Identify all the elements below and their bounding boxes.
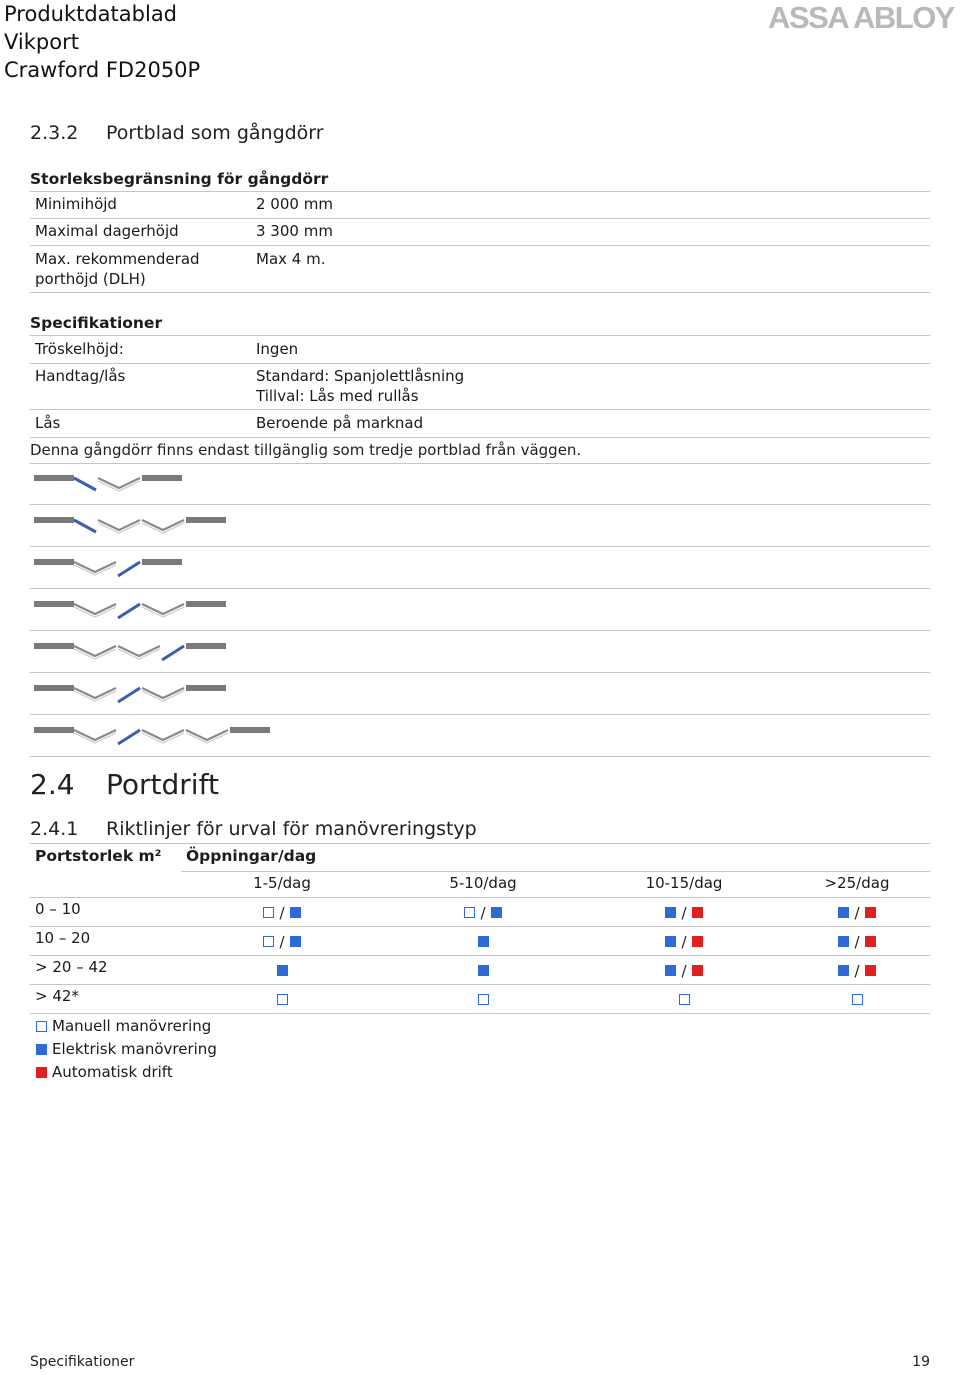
electric-square-icon <box>290 936 301 947</box>
divider <box>30 630 930 631</box>
folding-panel-shadow <box>142 733 184 743</box>
manual-square-icon <box>263 907 274 918</box>
slash-separator: / <box>681 903 687 922</box>
wall-panel-icon <box>186 517 226 523</box>
col-header-frequency: 1-5/dag <box>253 874 311 892</box>
row-label: Max. rekommenderad porthöjd (DLH) <box>35 250 200 288</box>
specs-note: Denna gångdörr finns endast tillgänglig som tredje portblad från väggen. <box>30 441 582 459</box>
row-size-label: 10 – 20 <box>35 929 91 947</box>
electric-square-icon <box>478 965 489 976</box>
wall-panel-icon <box>142 475 182 481</box>
door-config-diagram <box>34 598 334 624</box>
slash-separator: / <box>681 961 687 980</box>
slash-separator: / <box>854 961 860 980</box>
operation-type-cell <box>797 960 917 980</box>
operation-type-cell <box>222 902 342 922</box>
row-label: Tröskelhöjd: <box>35 340 124 358</box>
operation-type-cell <box>222 960 342 979</box>
header-product-family: Vikport <box>4 30 79 54</box>
row-label: Minimihöjd <box>35 195 117 213</box>
operation-type-cell <box>624 902 744 922</box>
folding-panel-shadow <box>118 649 160 659</box>
row-size-label: > 20 – 42 <box>35 958 108 976</box>
wall-panel-icon <box>186 643 226 649</box>
legend-item-automatic <box>36 1063 173 1081</box>
operation-type-cell <box>797 931 917 951</box>
automatic-square-icon <box>865 907 876 918</box>
size-limits-heading: Storleksbegränsning för gångdörr <box>30 170 329 188</box>
slash-separator: / <box>279 932 285 951</box>
section-number: 2.3.2 <box>30 122 79 144</box>
slash-separator: / <box>681 932 687 951</box>
manual-square-icon <box>277 994 288 1005</box>
divider <box>30 335 930 336</box>
door-leaf-icon <box>162 646 184 660</box>
operation-type-cell <box>624 931 744 951</box>
row-value: Max 4 m. <box>256 250 326 268</box>
manual-square-icon <box>478 994 489 1005</box>
folding-panel-shadow <box>74 733 116 743</box>
electric-square-icon <box>478 936 489 947</box>
wall-panel-icon <box>34 685 74 691</box>
wall-panel-icon <box>34 559 74 565</box>
door-leaf-icon <box>74 478 96 490</box>
operation-type-cell <box>222 931 342 951</box>
row-size-label: > 42* <box>35 987 79 1005</box>
electric-square-icon <box>838 936 849 947</box>
wall-panel-icon <box>186 601 226 607</box>
divider <box>30 897 930 898</box>
automatic-square-icon <box>692 936 703 947</box>
door-config-diagram <box>34 682 334 708</box>
legend-item-manual <box>36 1017 211 1035</box>
divider <box>30 588 930 589</box>
size-row-max-door-height <box>30 249 930 293</box>
footer-page-number: 19 <box>912 1354 930 1370</box>
door-leaf-icon <box>118 730 140 744</box>
door-leaf-icon <box>118 562 140 576</box>
door-config-diagram <box>34 724 334 750</box>
automatic-square-icon <box>692 965 703 976</box>
operation-type-cell <box>624 989 744 1008</box>
section-heading-2-4-1 <box>30 818 477 840</box>
door-leaf-icon <box>74 520 96 532</box>
section-title: Portdrift <box>106 768 219 801</box>
legend-label: Automatisk drift <box>52 1063 173 1081</box>
wall-panel-icon <box>34 643 74 649</box>
size-row-max-clear-height <box>30 221 930 246</box>
electric-square-icon <box>838 965 849 976</box>
divider <box>30 546 930 547</box>
specs-heading: Specifikationer <box>30 314 163 332</box>
electric-square-icon <box>491 907 502 918</box>
operation-type-cell <box>797 989 917 1008</box>
spec-row-handle-lock <box>30 366 930 410</box>
col-header-frequency: 5-10/dag <box>449 874 517 892</box>
legend-item-electric <box>36 1040 217 1058</box>
door-config-diagram <box>34 472 334 498</box>
row-label: Handtag/lås <box>35 367 126 385</box>
col-header-openings-per-day: Öppningar/dag <box>186 847 317 865</box>
wall-panel-icon <box>34 475 74 481</box>
row-value: 3 300 mm <box>256 222 333 240</box>
operation-type-cell <box>423 902 543 922</box>
row-value: Ingen <box>256 340 299 358</box>
row-value-option: Tillval: Lås med rullås <box>256 387 419 405</box>
divider <box>30 843 930 844</box>
electric-square-icon <box>36 1044 47 1055</box>
col-header-door-size: Portstorlek m² <box>35 847 162 865</box>
wall-panel-icon <box>34 517 74 523</box>
operation-type-cell <box>797 902 917 922</box>
divider <box>181 871 930 872</box>
divider <box>30 756 930 757</box>
wall-panel-icon <box>230 727 270 733</box>
spec-row-threshold <box>30 339 930 364</box>
document-header <box>4 0 200 84</box>
folding-panel-shadow <box>74 565 116 575</box>
folding-panel-pair-icon <box>186 730 228 740</box>
section-title: Portblad som gångdörr <box>106 122 324 144</box>
row-label: Maximal dagerhöjd <box>35 222 179 240</box>
door-config-diagram <box>34 640 334 666</box>
manual-square-icon <box>852 994 863 1005</box>
slash-separator: / <box>854 932 860 951</box>
automatic-square-icon <box>692 907 703 918</box>
divider <box>30 191 930 192</box>
section-title: Riktlinjer för urval för manövreringstyp <box>106 818 477 840</box>
folding-panel-shadow <box>186 733 228 743</box>
legend-label: Manuell manövrering <box>52 1017 212 1035</box>
door-leaf-icon <box>118 688 140 702</box>
section-number: 2.4.1 <box>30 818 79 840</box>
folding-panel-pair-icon <box>74 604 116 614</box>
door-leaf-icon <box>118 604 140 618</box>
electric-square-icon <box>290 907 301 918</box>
footer-section-name: Specifikationer <box>30 1354 135 1370</box>
size-row-min-height <box>30 194 930 219</box>
automatic-square-icon <box>36 1067 47 1078</box>
col-header-frequency: >25/dag <box>824 874 890 892</box>
divider <box>30 672 930 673</box>
spec-row-lock <box>30 413 930 438</box>
divider <box>30 984 930 985</box>
divider <box>30 504 930 505</box>
divider <box>30 1013 930 1014</box>
folding-panel-pair-icon <box>74 730 116 740</box>
section-heading-2-4 <box>30 768 219 801</box>
divider <box>30 714 930 715</box>
folding-panel-pair-icon <box>142 604 184 614</box>
folding-panel-shadow <box>74 691 116 701</box>
folding-panel-shadow <box>142 607 184 617</box>
electric-square-icon <box>277 965 288 976</box>
manual-square-icon <box>464 907 475 918</box>
manual-square-icon <box>263 936 274 947</box>
slash-separator: / <box>279 903 285 922</box>
section-heading-2-3-2 <box>30 122 324 144</box>
folding-panel-pair-icon <box>98 478 140 488</box>
header-product-model: Crawford FD2050P <box>4 58 201 82</box>
automatic-square-icon <box>865 936 876 947</box>
operation-type-cell <box>423 931 543 950</box>
folding-panel-shadow <box>142 523 184 533</box>
operation-type-cell <box>423 989 543 1008</box>
folding-panel-shadow <box>142 691 184 701</box>
folding-panel-pair-icon <box>142 520 184 530</box>
wall-panel-icon <box>34 727 74 733</box>
row-value: 2 000 mm <box>256 195 333 213</box>
operation-type-cell <box>222 989 342 1008</box>
col-header-frequency: 10-15/dag <box>645 874 723 892</box>
wall-panel-icon <box>142 559 182 565</box>
brand-logo: ASSA ABLOY <box>768 0 954 35</box>
folding-panel-pair-icon <box>142 688 184 698</box>
electric-square-icon <box>665 936 676 947</box>
operation-type-cell <box>423 960 543 979</box>
legend-label: Elektrisk manövrering <box>52 1040 217 1058</box>
divider <box>30 926 930 927</box>
slash-separator: / <box>480 903 486 922</box>
row-size-label: 0 – 10 <box>35 900 81 918</box>
automatic-square-icon <box>865 965 876 976</box>
folding-panel-shadow <box>74 649 116 659</box>
electric-square-icon <box>665 965 676 976</box>
slash-separator: / <box>854 903 860 922</box>
row-label: Lås <box>35 414 61 432</box>
row-value: Beroende på marknad <box>256 414 424 432</box>
folding-panel-pair-icon <box>74 688 116 698</box>
manual-square-icon <box>36 1021 47 1032</box>
manual-square-icon <box>679 994 690 1005</box>
door-config-diagram <box>34 556 334 582</box>
folding-panel-pair-icon <box>142 730 184 740</box>
folding-panel-pair-icon <box>98 520 140 530</box>
electric-square-icon <box>838 907 849 918</box>
door-config-diagram <box>34 514 334 540</box>
header-doc-type: Produktdatablad <box>4 2 178 26</box>
folding-panel-shadow <box>74 607 116 617</box>
divider <box>30 463 930 464</box>
folding-panel-pair-icon <box>74 562 116 572</box>
row-value <box>256 366 464 406</box>
divider <box>30 955 930 956</box>
folding-panel-pair-icon <box>74 646 116 656</box>
section-number: 2.4 <box>30 768 75 801</box>
folding-panel-shadow <box>98 481 140 491</box>
operation-type-cell <box>624 960 744 980</box>
electric-square-icon <box>665 907 676 918</box>
row-value-standard: Standard: Spanjolettlåsning <box>256 367 465 385</box>
folding-panel-shadow <box>98 523 140 533</box>
wall-panel-icon <box>186 685 226 691</box>
folding-panel-pair-icon <box>118 646 160 656</box>
wall-panel-icon <box>34 601 74 607</box>
